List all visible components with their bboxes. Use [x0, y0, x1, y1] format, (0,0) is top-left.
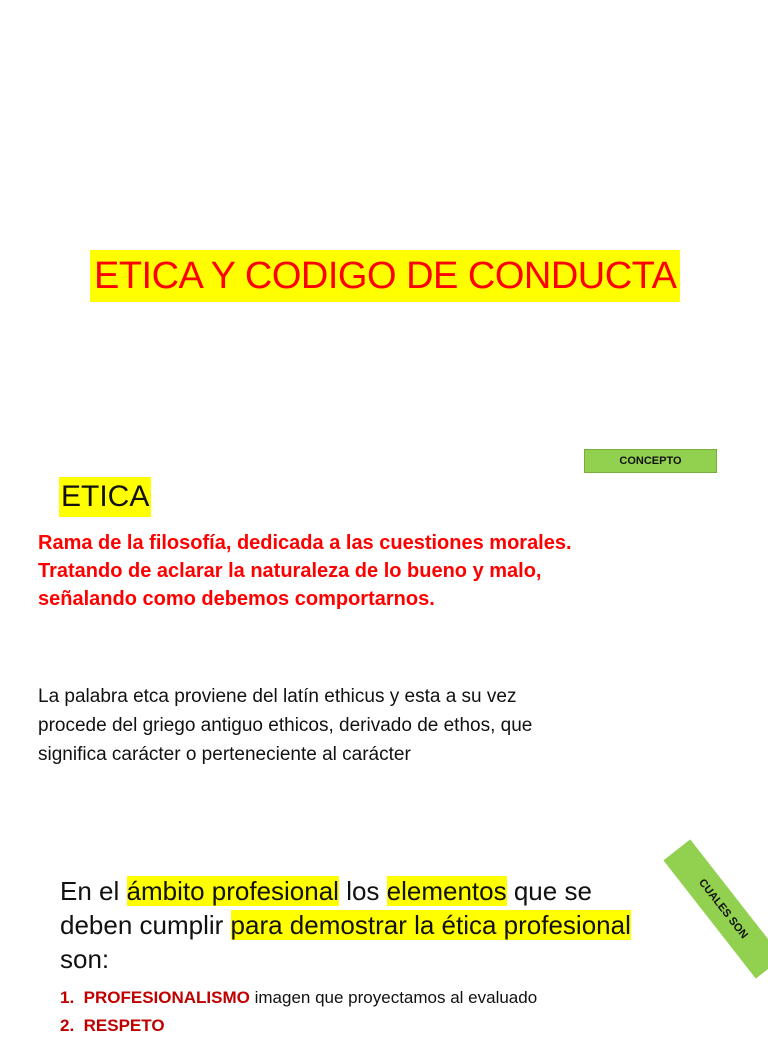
list-item	[60, 984, 537, 1012]
intro-line-2	[60, 908, 720, 942]
highlight-etica-profesional: para demostrar la ética profesional	[230, 910, 631, 940]
elements-intro-paragraph	[60, 874, 720, 976]
highlight-ambito-profesional: ámbito profesional	[126, 876, 339, 906]
list-item-term: RESPETO	[83, 1016, 165, 1035]
definition-line: Tratando de aclarar la naturaleza de lo bueno y malo,	[38, 560, 542, 582]
cuales-son-ribbon: CUALES SON	[663, 839, 768, 978]
definition-line: señalando como debemos comportarnos.	[38, 588, 435, 610]
etymology-line: procede del griego antiguo ethicos, derivado de ethos, que	[38, 715, 533, 736]
list-item-term: PROFESIONALISMO	[83, 988, 250, 1007]
concept-tag: CONCEPTO	[584, 449, 717, 473]
definition-paragraph	[38, 529, 738, 613]
intro-text: que se	[506, 876, 592, 906]
intro-text: deben cumplir	[60, 910, 231, 940]
etymology-line: La palabra etca proviene del latín ethicus y esta a su vez	[38, 686, 517, 707]
list-item	[60, 1012, 537, 1040]
slide-title: ETICA Y CODIGO DE CONDUCTA	[90, 250, 680, 302]
list-item-number: 1.	[60, 988, 75, 1007]
intro-line-3: son:	[60, 944, 110, 974]
intro-text: los	[338, 876, 387, 906]
list-item-number: 2.	[60, 1016, 75, 1035]
highlight-elementos: elementos	[386, 876, 507, 906]
etymology-paragraph	[38, 682, 738, 769]
definition-line: Rama de la filosofía, dedicada a las cuestiones morales.	[38, 532, 572, 554]
intro-line-1	[60, 874, 720, 908]
section-heading-etica: ETICA	[59, 477, 151, 517]
elements-list	[60, 984, 537, 1040]
intro-text: En el	[60, 876, 127, 906]
list-item-description: imagen que proyectamos al evaluado	[249, 988, 538, 1007]
etymology-line: significa carácter o perteneciente al carácter	[38, 744, 411, 765]
